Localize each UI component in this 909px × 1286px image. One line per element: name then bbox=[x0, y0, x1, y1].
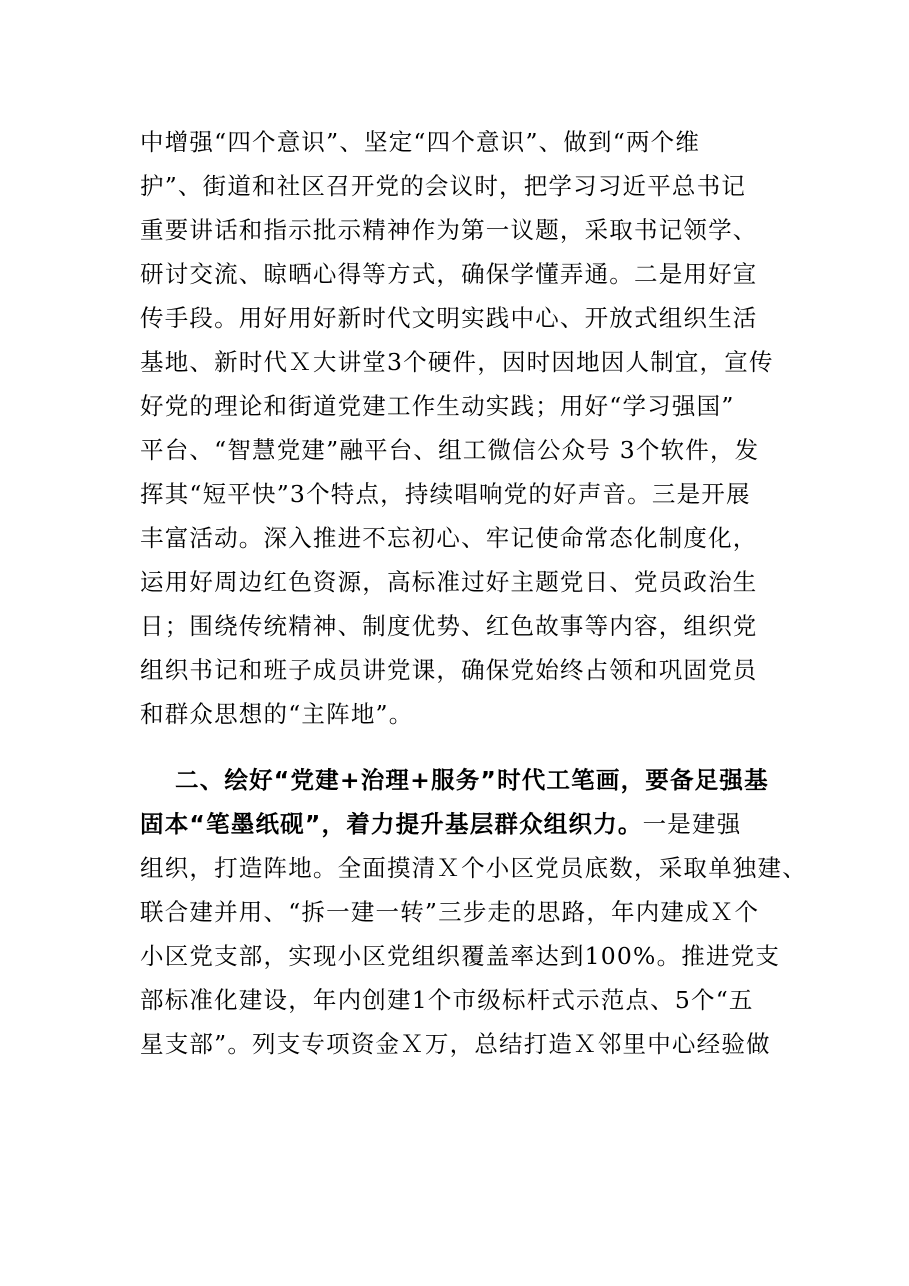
body-text-line: 传手段。用好用好新时代文明实践中心、开放式组织生活 bbox=[140, 304, 758, 332]
body-text-line: 小区党支部，实现小区党组织覆盖率达到100%。推进党支 bbox=[140, 942, 781, 970]
body-text-line: 星支部”。列支专项资金Ｘ万，总结打造Ｘ邻里中心经验做 bbox=[140, 1030, 771, 1058]
body-text-line: 组织书记和班子成员讲党课，确保党始终占领和巩固党员 bbox=[140, 656, 758, 684]
body-text-line: 日；围绕传统精神、制度优势、红色故事等内容，组织党 bbox=[140, 612, 758, 640]
body-text-line: 平台、“智慧党建”融平台、组工微信公众号 3个软件，发 bbox=[140, 436, 760, 464]
body-text-line: 好党的理论和街道党建工作生动实践；用好“学习强国” bbox=[140, 392, 735, 420]
section-heading: 二、绘好“党建+治理+服务”时代工笔画，要备足强基 bbox=[175, 766, 769, 794]
body-text-line: 重要讲话和指示批示精神作为第一议题，采取书记领学、 bbox=[140, 216, 758, 244]
body-text-line: 运用好周边红色资源，高标准过好主题党日、党员政治生 bbox=[140, 568, 758, 596]
body-text-line: 挥其“短平快”3个特点，持续唱响党的好声音。三是开展 bbox=[140, 480, 751, 508]
body-text-line: 丰富活动。深入推进不忘初心、牢记使命常态化制度化， bbox=[140, 524, 758, 552]
body-text-line: 部标准化建设，年内创建1个市级标杆式示范点、5个“五 bbox=[140, 986, 754, 1014]
body-text-line: 联合建并用、“拆一建一转”三步走的思路，年内建成Ｘ个 bbox=[140, 898, 760, 926]
body-text-line: 护”、街道和社区召开党的会议时，把学习习近平总书记 bbox=[140, 172, 747, 200]
body-text-line: 和群众思想的“主阵地”。 bbox=[140, 700, 414, 728]
body-text-line: 组织，打造阵地。全面摸清Ｘ个小区党员底数，采取单独建、 bbox=[140, 854, 807, 882]
body-text-line: 中增强“四个意识”、坚定“四个意识”、做到“两个维 bbox=[140, 128, 701, 156]
body-text-line: 研讨交流、晾晒心得等方式，确保学懂弄通。二是用好宣 bbox=[140, 260, 758, 288]
body-text-line: 基地、新时代Ｘ大讲堂3个硬件，因时因地因人制宜，宣传 bbox=[140, 348, 774, 376]
body-text-inline: 一是建强 bbox=[642, 810, 742, 838]
section-heading-continuation bbox=[140, 804, 741, 844]
section-heading-bold: 固本“笔墨纸砚”，着力提升基层群众组织力。 bbox=[140, 810, 643, 838]
